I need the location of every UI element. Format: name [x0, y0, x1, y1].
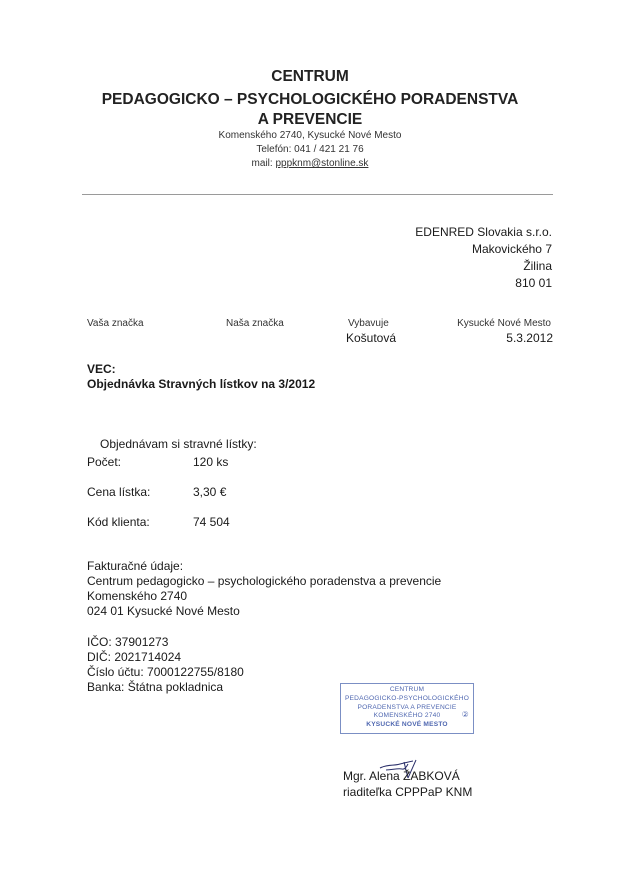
letterhead-phone: Telefón: 041 / 421 21 76 [256, 144, 364, 155]
order-intro: Objednávam si stravné lístky: [100, 437, 257, 451]
billing-bank: Banka: Štátna pokladnica [87, 680, 224, 694]
order-price-label: Cena lístka: [87, 485, 151, 499]
billing-dic: DIČ: 2021714024 [87, 650, 182, 664]
billing-street: Komenského 2740 [87, 589, 188, 603]
recipient-city: Žilina [523, 259, 552, 273]
billing-city: 024 01 Kysucké Nové Mesto [87, 604, 240, 618]
vybavuje-label: Vybavuje [348, 318, 389, 329]
stamp-line1: CENTRUM [389, 686, 425, 693]
place-label: Kysucké Nové Mesto [457, 318, 551, 329]
letterhead-title-line2: PEDAGOGICKO – PSYCHOLOGICKÉHO PORADENSTVA [101, 91, 519, 108]
recipient-street: Makovického 7 [471, 242, 552, 256]
letterhead-title-line3: A PREVENCIE [257, 111, 363, 128]
order-count-value: 120 ks [193, 455, 229, 469]
official-stamp [340, 683, 474, 734]
order-client-label: Kód klienta: [87, 515, 150, 529]
vybavuje-value: Košutová [346, 331, 397, 345]
billing-org: Centrum pedagogicko – psychologického poradenstva a prevencie [87, 574, 442, 588]
billing-heading: Fakturačné údaje: [87, 559, 184, 573]
date-value: 5.3.2012 [506, 331, 553, 345]
letterhead-title-line1: CENTRUM [271, 68, 349, 85]
mail-link[interactable]: pppknm@stonline.sk [275, 158, 369, 169]
signature-title: riaditeľka CPPPaP KNM [343, 785, 473, 799]
order-client-value: 74 504 [193, 515, 230, 529]
stamp-line4: KOMENSKÉHO 2740 [373, 712, 441, 720]
order-price-value: 3,30 € [193, 485, 227, 499]
billing-ico: IČO: 37901273 [87, 635, 169, 649]
header-divider [82, 194, 553, 195]
order-count-label: Počet: [87, 455, 122, 469]
stamp-line5: KYSUCKÉ NOVÉ MESTO [366, 721, 448, 729]
mail-label: mail: [251, 158, 276, 169]
signature-name: Mgr. Alena ŽABKOVÁ [343, 769, 460, 783]
stamp-line3: PORADENSTVA A PREVENCIE [357, 703, 457, 711]
billing-account: Číslo účtu: 7000122755/8180 [87, 665, 244, 679]
letterhead-address: Komenského 2740, Kysucké Nové Mesto [218, 130, 402, 141]
stamp-mark: ② [461, 710, 469, 719]
subject-text: Objednávka Stravných lístkov na 3/2012 [87, 377, 316, 391]
nasa-znacka-label: Naša značka [226, 318, 284, 329]
vasa-znacka-label: Vaša značka [87, 318, 144, 329]
recipient-name: EDENRED Slovakia s.r.o. [415, 225, 552, 239]
stamp-line2: PEDAGOGICKO-PSYCHOLOGICKÉHO [344, 694, 470, 702]
subject-label: VEC: [87, 362, 116, 376]
recipient-zip: 810 01 [515, 276, 552, 290]
letterhead-mail [0, 158, 620, 169]
